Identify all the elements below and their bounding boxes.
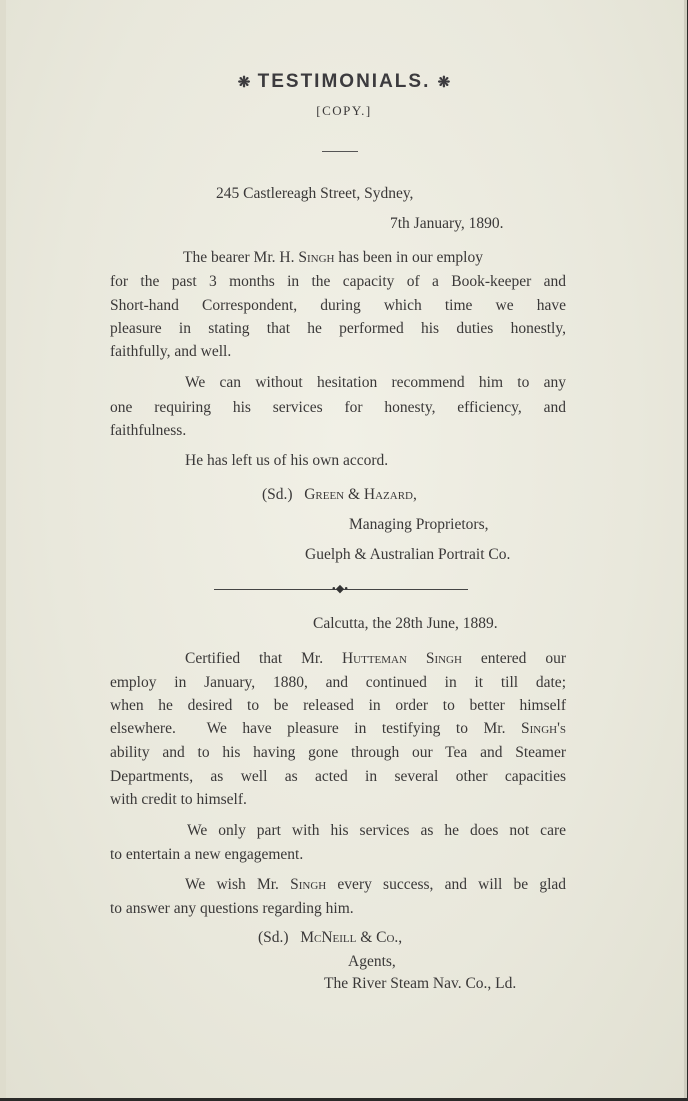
sig-prefix: (Sd.): [258, 929, 289, 946]
letter2-para2-line: We only part with his services as he does not care: [187, 822, 566, 839]
title-text: TESTIMONIALS.: [257, 71, 431, 92]
sig-prefix: (Sd.): [262, 486, 293, 503]
letter2-para1-line: employ in January, 1880, and continued in it till date;: [110, 674, 566, 691]
letter2-para1-line: when he desired to be released in order to better himself: [110, 697, 566, 714]
letter1-para1-line: pleasure in stating that he performed his duties honestly,: [110, 320, 566, 337]
letter1-para1-line: for the past 3 months in the capacity of a Book-keeper and: [110, 273, 566, 290]
letter2-dateline: Calcutta, the 28th June, 1889.: [313, 615, 498, 632]
sig-name: McNeill & Co.,: [300, 929, 403, 946]
letter2-sig-role: Agents,: [348, 953, 396, 970]
letter1-para1-line: The bearer Mr. H. Singh has been in our employ: [183, 249, 483, 266]
letter1-signature: [262, 486, 417, 504]
ornament-left-icon: ❋: [237, 74, 251, 91]
letter1-para2-line: We can without hesitation recommend him to any: [185, 374, 566, 391]
sig-name: Green & Hazard,: [304, 486, 417, 503]
letter2-para1-line: Certified that Mr. Hutteman Singh entered our: [185, 650, 566, 667]
page-title: [0, 71, 688, 93]
letter2-para1-line: ability and to his having gone through our Tea and Steamer: [110, 744, 566, 761]
letter1-para1-line: faithfully, and well.: [110, 343, 232, 360]
letter2-para3-line: to answer any questions regarding him.: [110, 900, 354, 917]
letter1-para1-line: Short-hand Correspondent, during which time we have: [110, 297, 566, 314]
letter2-para3-line: We wish Mr. Singh every success, and will be glad: [185, 876, 567, 893]
letter2-para1-line: with credit to himself.: [110, 791, 247, 808]
letter2-para1-line: elsewhere. We have pleasure in testifying to Mr. Singh's: [110, 720, 566, 737]
letter2-para1-line: Departments, as well as acted in several other capacities: [110, 768, 566, 785]
letter1-date: 7th January, 1890.: [390, 215, 504, 232]
copy-label: [COPY.]: [316, 103, 372, 118]
short-rule: [322, 151, 358, 152]
letter2-signature: [258, 929, 402, 947]
letter2-para2-line: to entertain a new engagement.: [110, 846, 304, 863]
letter1-para2-line: faithfulness.: [110, 422, 187, 439]
page-edge: [0, 0, 6, 1098]
letter1-sig-company: Guelph & Australian Portrait Co.: [305, 546, 511, 563]
letter1-para2-line: one requiring his services for honesty, efficiency, and: [110, 399, 566, 416]
divider-ornament-icon: •◆•: [331, 583, 349, 595]
letter1-address: 245 Castlereagh Street, Sydney,: [216, 185, 414, 202]
ornament-right-icon: ❋: [437, 74, 451, 91]
letter2-sig-company: The River Steam Nav. Co., Ld.: [324, 975, 517, 992]
letter1-sig-role: Managing Proprietors,: [349, 516, 489, 533]
letter1-para3: He has left us of his own accord.: [185, 452, 389, 469]
